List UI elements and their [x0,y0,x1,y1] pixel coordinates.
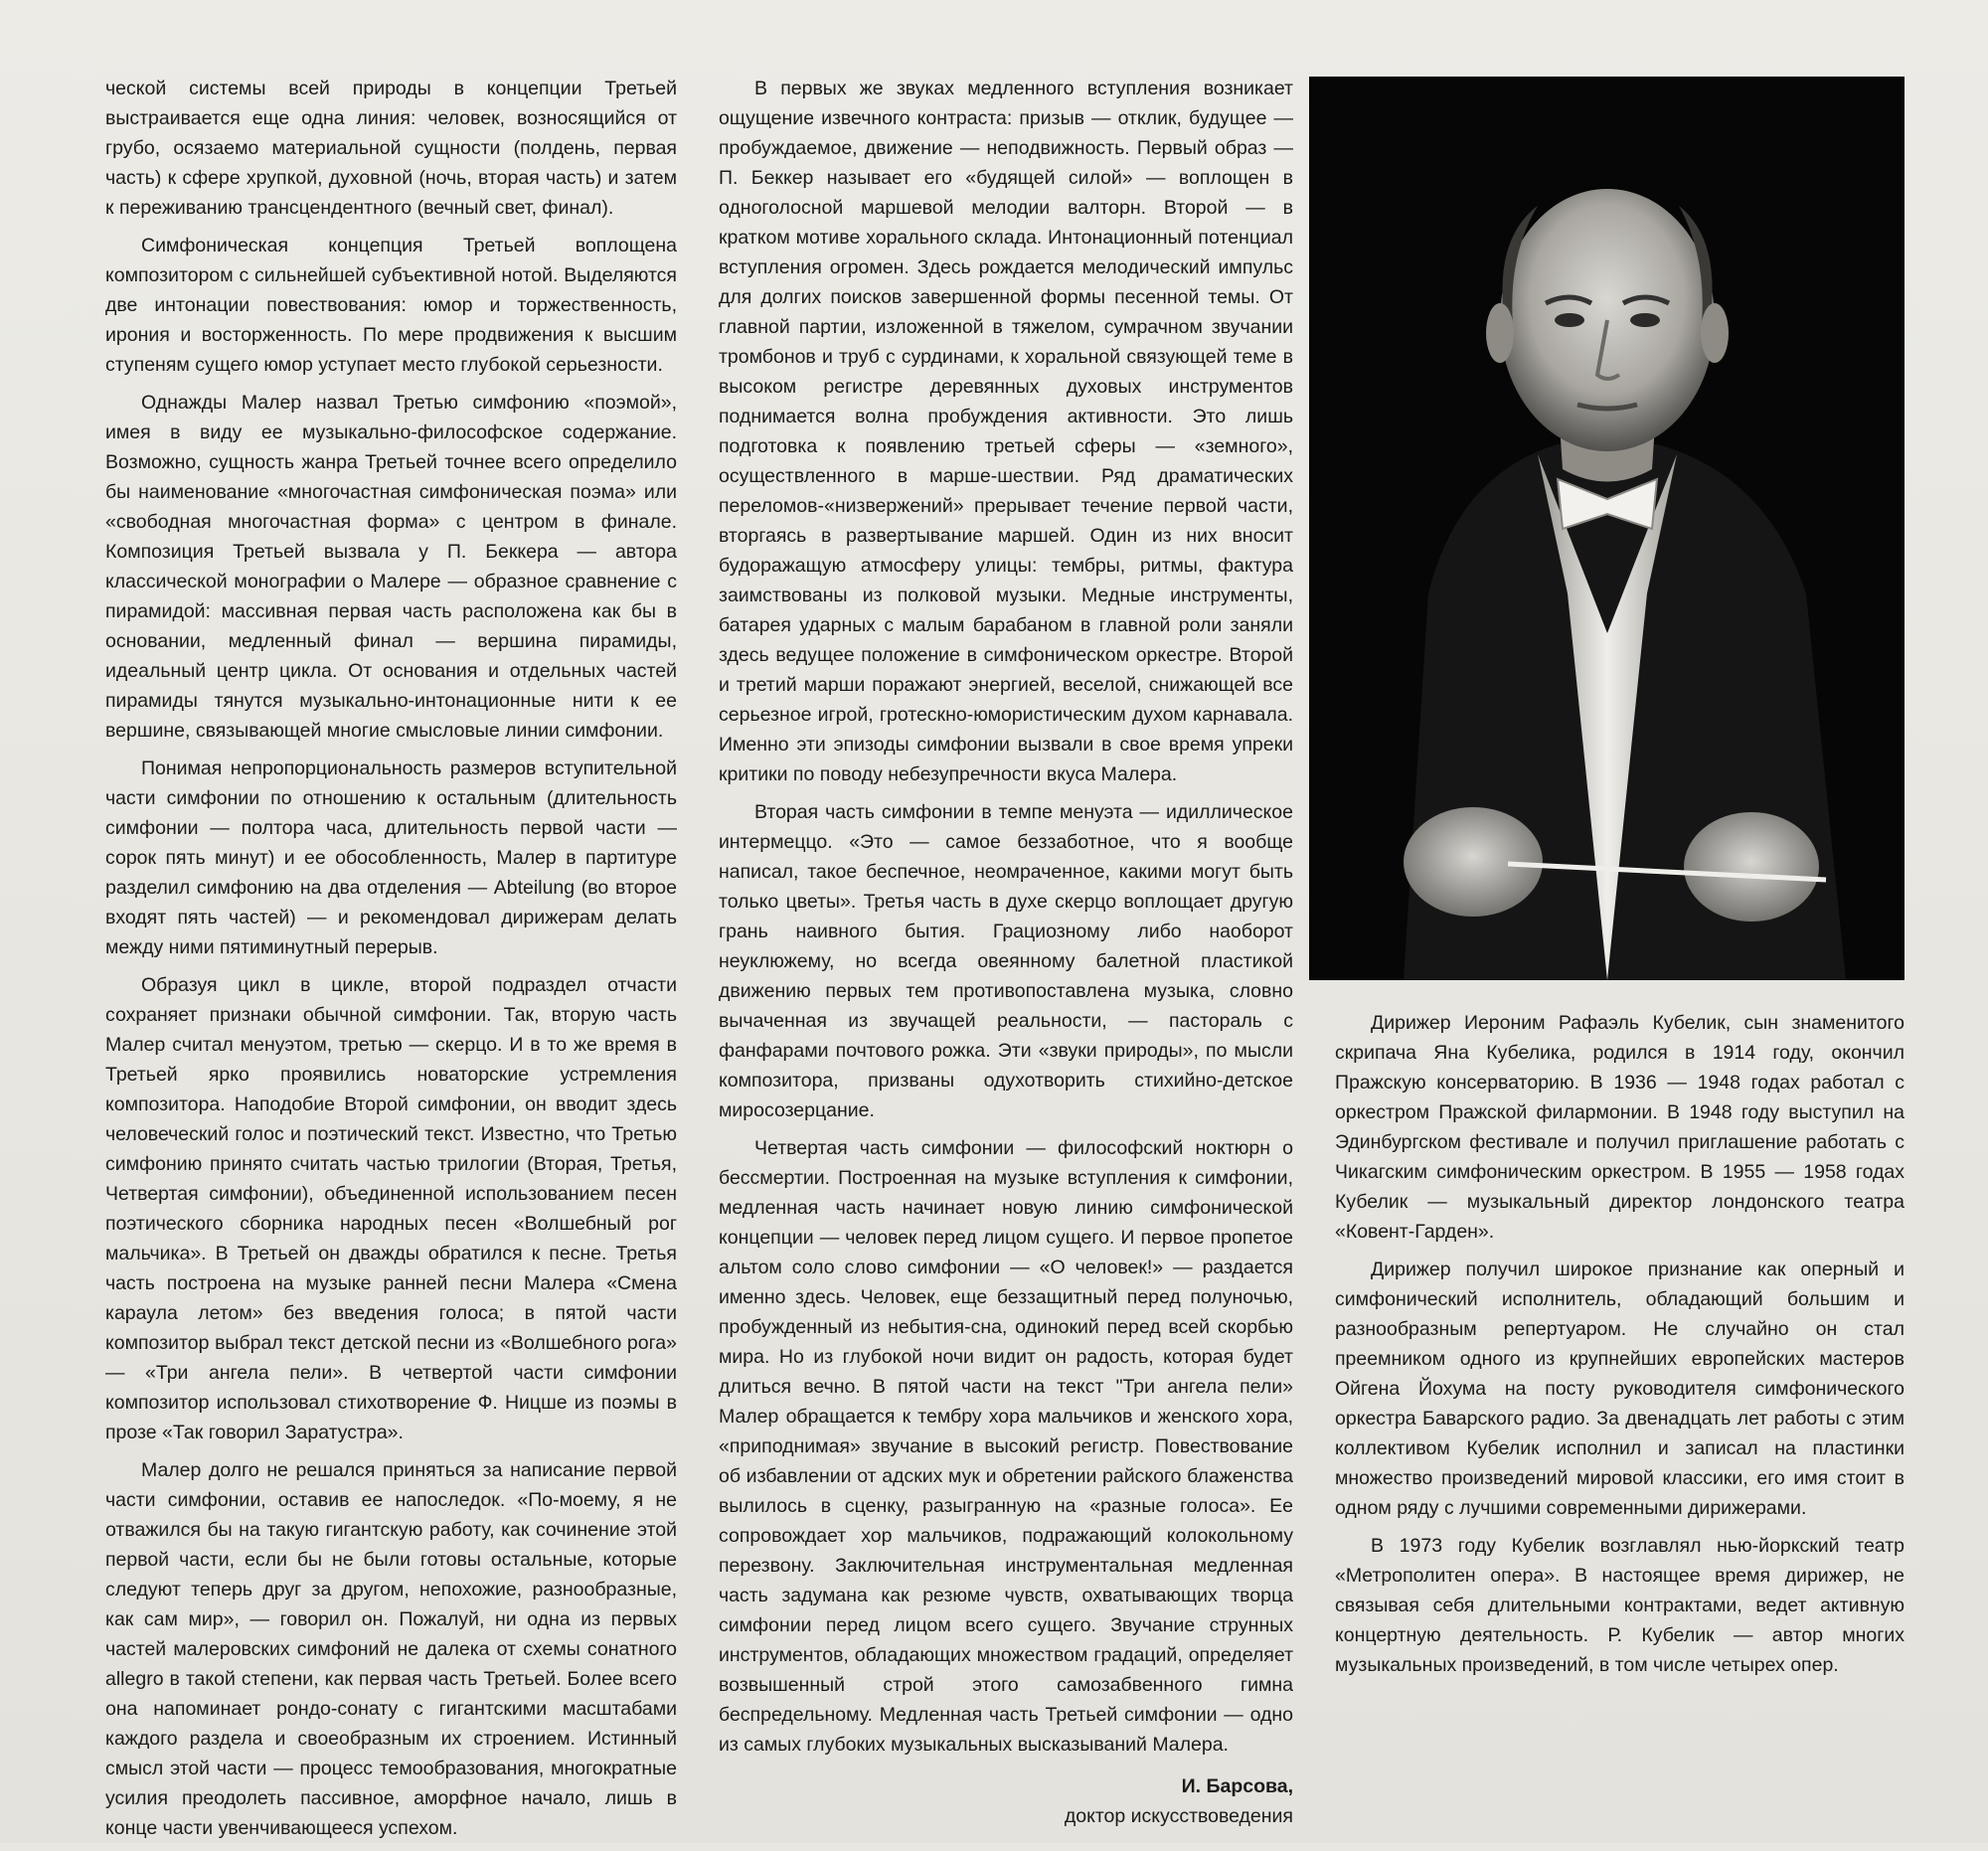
paragraph: В 1973 году Кубелик возглавлял нью-йоркский театр «Метрополитен опера». В настоящее время дирижер, не связывая себя длительными контрактами, ведет активную концертную деятельность. Р. Кубелик — автор многих музыкальных произведений, в том числе четырех опер. [1335,1535,1905,1676]
paragraph: Образуя цикл в цикле, второй подраздел отчасти сохраняет признаки обычной симфонии. Так, вторую часть Малер считал менуэтом, третью — скерцо. И в то же время в Третьей ярко проявились новаторские устремления композитора. Наподобие Второй симфонии, он вводит здесь человеческий голос и поэтический текст. Известно, что Третью симфонию принято считать частью трилогии (Вторая, Третья, Четвертая симфонии), объединенной использованием песен поэтического сборника народных песен «Волшебный рог мальчика». В Третьей он дважды обратился к песне. Третья часть построена на музыке ранней песни Малера «Смена караула летом» без введения голоса; в пятой части композитор выбрал текст детской песни из «Волшебного рога» — «Три ангела пели». В четвертой части симфонии композитор использовал стихотворение Ф. Ницше из поэмы в прозе «Так говорил Заратустра». [105,974,677,1443]
text-column-middle [719,74,1293,1831]
paragraph: ческой системы всей природы в концепции Третьей выстраивается еще одна линия: человек, возносящийся от грубо, осязаемо материальной сущности (полдень, первая часть) к сфере хрупкой, духовной (ночь, вторая часть) и затем к переживанию трансцендентного (вечный свет, финал). [105,78,677,219]
author-title: доктор искусствоведения [1064,1805,1293,1827]
paragraph: Дирижер Иероним Рафаэль Кубелик, сын знаменитого скрипача Яна Кубелика, родился в 1914 году, окончил Пражскую консерваторию. В 1936 — 1948 годах работал с оркестром Пражской филармонии. В 1948 году выступил на Эдинбургском фестивале и получил приглашение работать с Чикагским симфоническим оркестром. В 1955 — 1958 годах Кубелик — музыкальный директор лондонского театра «Ковент-Гарден». [1335,1012,1905,1243]
author-name: И. Барсова, [1181,1775,1293,1797]
text-column-left [105,74,677,1851]
paragraph: В первых же звуках медленного вступления возникает ощущение извечного контраста: призыв — отклик, будущее — пробуждаемое, движение — неподвижность. Первый образ — П. Беккер называет его «будящей силой» — воплощен в одноголосной маршевой мелодии валторн. Второй — в кратком мотиве хорального склада. Интонационный потенциал вступления огромен. Здесь рождается мелодический импульс для долгих поисков завершенной формы песенной темы. От главной партии, изложенной в тяжелом, сумрачном звучании тромбонов и труб с сурдинами, к хоральной связующей теме в высоком регистре деревянных духовых инструментов поднимается волна пробуждения активности. Это лишь подготовка к появлению третьей сферы — «земного», осуществленного в марше-шествии. Ряд драматических переломов-«низвержений» прерывает течение первой части, вторгаясь в развертывание маршей. Один из них вносит будоражащую атмосферу улицы: тембры, ритмы, фактура заимствованы из полковой музыки. Медные инструменты, батарея ударных с малым барабаном в главной роли заняли здесь ведущее положение в симфоническом оркестре. Второй и третий марши поражают энергией, веселой, снижающей все серьезное игрой, гротескно-юмористическим духом карнавала. Именно эти эпизоды симфонии вызвали в свое время упреки критики по поводу небезупречности вкуса Малера. [719,78,1293,785]
text-column-right [1335,1008,1905,1688]
paragraph: Симфоническая концепция Третьей воплощена композитором с сильнейшей субъективной нотой. Выделяются две интонации повествования: юмор и торжественность, ирония и восторженность. По мере продвижения к высшим ступеням сущего юмор уступает место глубокой серьезности. [105,235,677,376]
paragraph: Однажды Малер назвал Третью симфонию «поэмой», имея в виду ее музыкально-философское содержание. Возможно, сущность жанра Третьей точнее всего определило бы наименование «многочастная симфоническая поэма» или «свободная многочастная форма» с центром в финале. Композиция Третьей вызвала у П. Беккера — автора классической монографии о Малере — образное сравнение с пирамидой: массивная первая часть расположена как бы в основании, медленный финал — вершина пирамиды, идеальный центр цикла. От основания и отдельных частей пирамиды тянутся музыкально-интонационные нити к ее вершине, связывающей многие смысловые линии симфонии. [105,392,677,742]
paragraph: Малер долго не решался приняться за написание первой части симфонии, оставив ее напоследок. «По-моему, я не отважился бы на такую гигантскую работу, как сочинение этой первой части, если бы не были готовы остальные, которые следуют теперь друг за другом, непохожие, разнообразные, как сам мир», — говорил он. Пожалуй, ни одна из первых частей малеровских симфоний не далека от схемы сонатного allegro в такой степени, как первая часть Третьей. Более всего она напоминает рондо-сонату с гигантскими масштабами каждого раздела и своеобразным их строением. Истинный смысл этой части — процесс темообразования, многократные усилия преодолеть пассивное, аморфное начало, лишь в конце части увенчивающееся успехом. [105,1459,677,1839]
paragraph: Вторая часть симфонии в темпе менуэта — идиллическое интермеццо. «Это — самое беззаботное, что я вообще написал, такое беспечное, неомраченное, какими могут быть только цветы». Третья часть в духе скерцо воплощает другую грань наивного бытия. Грациозному либо наоборот неуклюжему, но всегда овеянному балетной пластикой движению первых тем противопоставлена музыка, словно вычаченная из звучащей реальности, — пастораль с фанфарами почтового рожка. Эти «звуки природы», по мысли композитора, призваны одухотворить стихийно-детское миросозерцание. [719,801,1293,1121]
author-signature [719,1771,1293,1831]
paragraph: Дирижер получил широкое признание как оперный и симфонический исполнитель, обладающий большим и разнообразным репертуаром. Не случайно он стал преемником одного из крупнейших европейских мастеров Ойгена Йохума на посту руководителя симфонического оркестра Баварского радио. За двенадцать лет работы с этим коллективом Кубелик исполнил и записал на пластинки множество произведений мировой классики, его имя стоит в одном ряду с лучшими современными дирижерами. [1335,1259,1905,1519]
portrait-illustration [1309,77,1905,980]
conductor-portrait-photo [1309,77,1905,980]
paragraph: Понимая непропорциональность размеров вступительной части симфонии по отношению к остальным (длительность симфонии — полтора часа, длительность первой части — сорок пять минут) и ее обособленность, Малер в партитуре разделил симфонию на два отделения — Abteilung (во второе входят пять частей) — и рекомендовал дирижерам делать между ними пятиминутный перерыв. [105,757,677,958]
paragraph: Четвертая часть симфонии — философский ноктюрн о бессмертии. Построенная на музыке вступления к симфонии, медленная часть начинает новую линию симфонической концепции — человек перед лицом сущего. И первое пропетое альтом соло слово симфонии — «О человек!» — раздается именно здесь. Человек, еще беззащитный перед полуночью, пробужденный из небытия-сна, одинокий перед всей скорбью мира. Но из глубокой ночи видит он радость, которая будет длиться вечно. В пятой части на текст "Три ангела пели» Малер обращается к тембру хора мальчиков и женского хора, «приподнимая» звучание в высокий регистр. Повествование об избавлении от адских мук и обретении райского блаженства вылилось в сценку, разыгранную на «разные голоса». Ее сопровождает хор мальчиков, подражающий колокольному перезвону. Заключительная инструментальная медленная часть задумана как резюме чувств, охватывающих творца симфонии перед лицом всего сущего. Звучание струнных инструментов, обладающих множеством градаций, определяет возвышенный строй этого самозабвенного гимна беспредельному. Медленная часть Третьей симфонии — одно из самых глубоких музыкальных высказываний Малера. [719,1137,1293,1756]
